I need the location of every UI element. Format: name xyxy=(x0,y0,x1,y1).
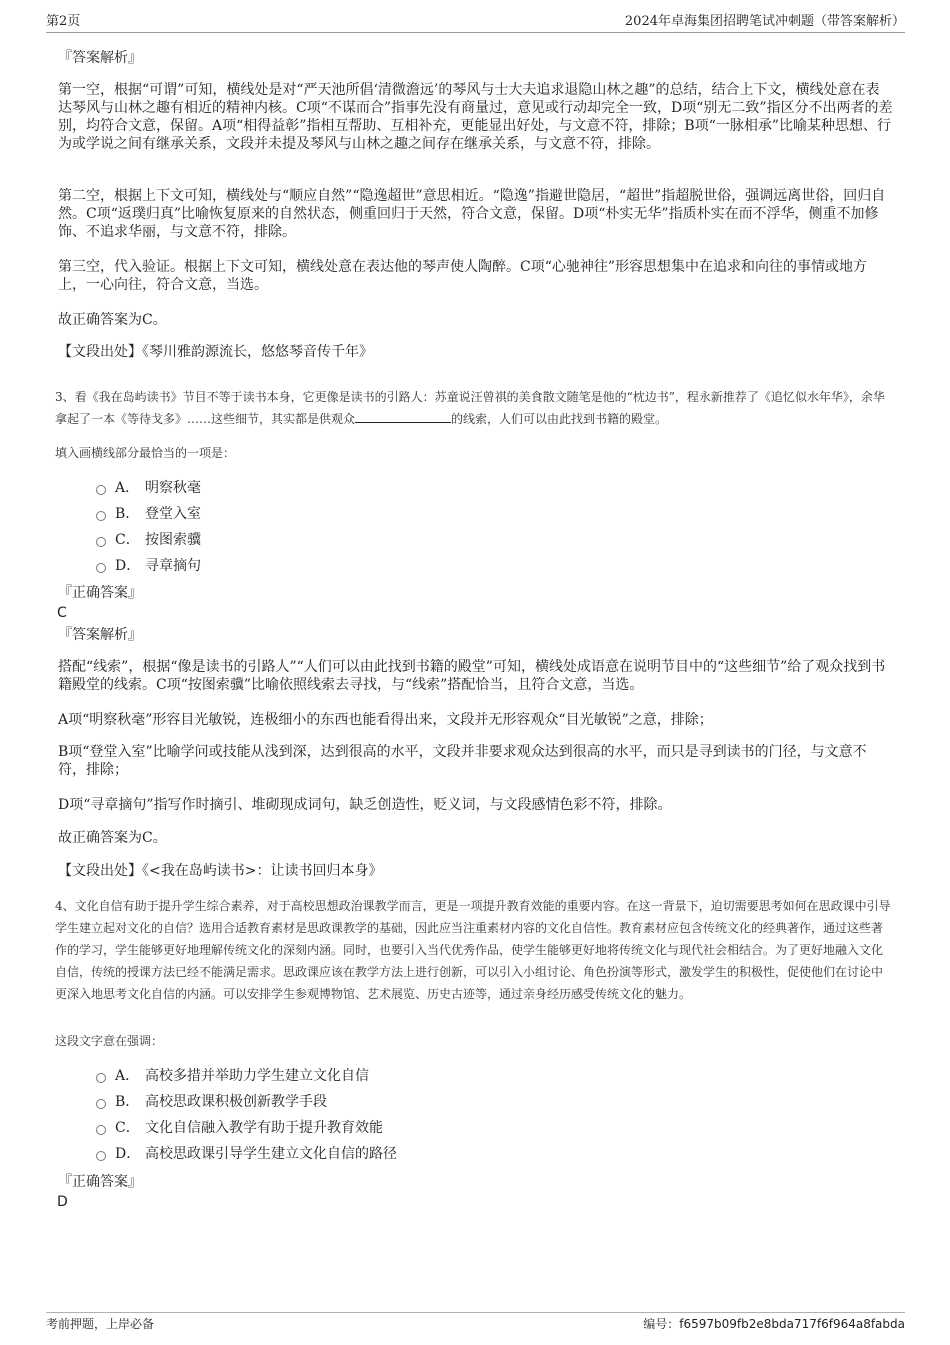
radio-icon[interactable] xyxy=(96,1073,106,1083)
q4-answer-label: 『正确答案』 xyxy=(58,1174,142,1190)
q2-source: 【文段出处】《琴川雅韵源流长，悠悠琴音传千年》 xyxy=(58,344,373,360)
page-footer xyxy=(46,1312,905,1335)
q3-answer: C xyxy=(57,605,67,621)
q3-option-d[interactable]: D． 寻章摘句 xyxy=(96,555,201,577)
radio-icon[interactable] xyxy=(96,563,106,573)
q3-analysis-para-1: 搭配“线索”，根据“像是读书的引路人”“人们可以由此找到书籍的殿堂”可知，横线处成语意在说明节目中的“这些细节”给了观众找到书籍殿堂的线索。C项“按图索骥”比喻依照线索去寻找，与“线索”搭配恰当，且符合文意，当选。 xyxy=(58,659,886,693)
q2-conclusion: 故正确答案为C。 xyxy=(58,312,167,328)
q4-answer: D xyxy=(57,1194,68,1210)
q3-source: 【文段出处】《<我在岛屿读书>：让读书回归本身》 xyxy=(58,863,383,879)
radio-icon[interactable] xyxy=(96,1099,106,1109)
q3-analysis-para-4: D项“寻章摘句”指写作时摘引、堆砌现成词句，缺乏创造性，贬义词，与文段感情色彩不符，排除。 xyxy=(58,797,672,813)
q3-stem-after: 的线索，人们可以由此找到书籍的殿堂。 xyxy=(451,412,668,426)
q4-option-a[interactable]: A． 高校多措并举助力学生建立文化自信 xyxy=(96,1065,369,1087)
radio-icon[interactable] xyxy=(96,511,106,521)
q3-analysis-label: 『答案解析』 xyxy=(58,627,142,643)
q4-option-b[interactable]: B． 高校思政课积极创新教学手段 xyxy=(96,1091,327,1113)
q3-analysis-para-3: B项“登堂入室”比喻学问或技能从浅到深，达到很高的水平，文段并非要求观众达到很高的水平，而只是寻到读书的门径，与文意不符，排除； xyxy=(58,744,867,778)
footer-slogan: 考前押题，上岸必备 xyxy=(46,1317,155,1331)
q4-stem: 4、文化自信有助于提升学生综合素养，对于高校思想政治课教学而言，更是一项提升教育效能的重要内容。在这一背景下，迫切需要思考如何在思政课中引导学生建立起对文化的自信？选用合适教育素材是思政课教学的基础，因此应当注重素材内容的文化自信性。教育素材应包含传统文化的经典著作，通过这些著作的学习，学生能够更好地理解传统文化的深刻内涵。同时，也要引入当代优秀作品，使学生能够更好地将传统文化与现代社会相结合。为了更好地融入文化自信，传统的授课方法已经不能满足需求。思政课应该在教学方法上进行创新，可以引入小组讨论、角色扮演等形式，激发学生的积极性，促使他们在讨论中更深入地思考文化自信的内涵。可以安排学生参观博物馆、艺术展览、历史古迹等，通过亲身经历感受传统文化的魅力。 xyxy=(55,899,891,1001)
q3-prompt: 填入画横线部分最恰当的一项是： xyxy=(55,446,236,460)
q2-analysis-para-2: 第二空，根据上下文可知，横线处与“顺应自然”“隐逸超世”意思相近。“隐逸”指避世隐居，“超世”指超脱世俗，强调远离世俗，回归自然。C项“返璞归真”比喻恢复原来的自然状态，侧重回归于天然，符合文意，保留。D项“朴实无华”指质朴实在而不浮华，侧重不加修饰、不追求华丽，与文意不符，排除。 xyxy=(58,188,886,240)
q3-analysis-para-2: A项“明察秋毫”形容目光敏锐，连极细小的东西也能看得出来，文段并无形容观众“目光敏锐”之意，排除； xyxy=(58,712,713,728)
q3-stem xyxy=(55,386,893,430)
q3-option-a[interactable]: A． 明察秋毫 xyxy=(96,477,201,499)
q4-prompt: 这段文字意在强调： xyxy=(55,1034,164,1048)
radio-icon[interactable] xyxy=(96,1125,106,1135)
document-title: 2024年卓海集团招聘笔试冲刺题（带答案解析） xyxy=(624,14,905,29)
page-number: 第2页 xyxy=(46,14,81,29)
q4-option-c[interactable]: C． 文化自信融入教学有助于提升教育效能 xyxy=(96,1117,383,1139)
q2-analysis-label: 『答案解析』 xyxy=(58,50,142,66)
radio-icon[interactable] xyxy=(96,1151,106,1161)
q3-answer-label: 『正确答案』 xyxy=(58,585,142,601)
radio-icon[interactable] xyxy=(96,537,106,547)
q3-conclusion: 故正确答案为C。 xyxy=(58,830,167,846)
footer-code-label: 编号： xyxy=(643,1317,680,1331)
q3-option-c[interactable]: C． 按图索骥 xyxy=(96,529,201,551)
footer-code xyxy=(643,1314,905,1334)
footer-code-value: f6597b09fb2e8bda717f6f964a8fabda xyxy=(679,1317,905,1331)
q2-analysis-para-1: 第一空，根据“可谓”可知，横线处是对“严天池所倡‘清微澹远’的琴风与士大夫追求退隐山林之趣”的总结，结合上下文，横线处意在表达琴风与山林之趣有相近的精神内核。C项“不谋而合”指事先没有商量过，意见或行动却完全一致，D项“别无二致”指区分不出两者的差别，均符合文意，保留。A项“相得益彰”指相互帮助、互相补充，更能显出好处，与文意不符，排除；B项“一脉相承”比喻某种思想、行为或学说之间有继承关系，文段并未提及琴风与山林之趣之间存在继承关系，与文意不符，排除。 xyxy=(58,82,893,152)
q3-stem-before: 3、看《我在岛屿读书》节目不等于读书本身，它更像是读书的引路人：苏童说汪曾祺的美食散文随笔是他的“枕边书”，程永新推荐了《追忆似水年华》，余华拿起了一本《等待戈多》……这些细节，其实都是供观众 xyxy=(55,390,885,426)
q4-option-d[interactable]: D． 高校思政课引导学生建立文化自信的路径 xyxy=(96,1143,397,1165)
radio-icon[interactable] xyxy=(96,485,106,495)
q3-blank-line xyxy=(355,410,451,423)
q2-analysis-para-3: 第三空，代入验证。根据上下文可知，横线处意在表达他的琴声使人陶醉。C项“心驰神往”形容思想集中在追求和向往的事情或地方上，一心向往，符合文意，当选。 xyxy=(58,259,868,293)
q3-option-b[interactable]: B． 登堂入室 xyxy=(96,503,201,525)
